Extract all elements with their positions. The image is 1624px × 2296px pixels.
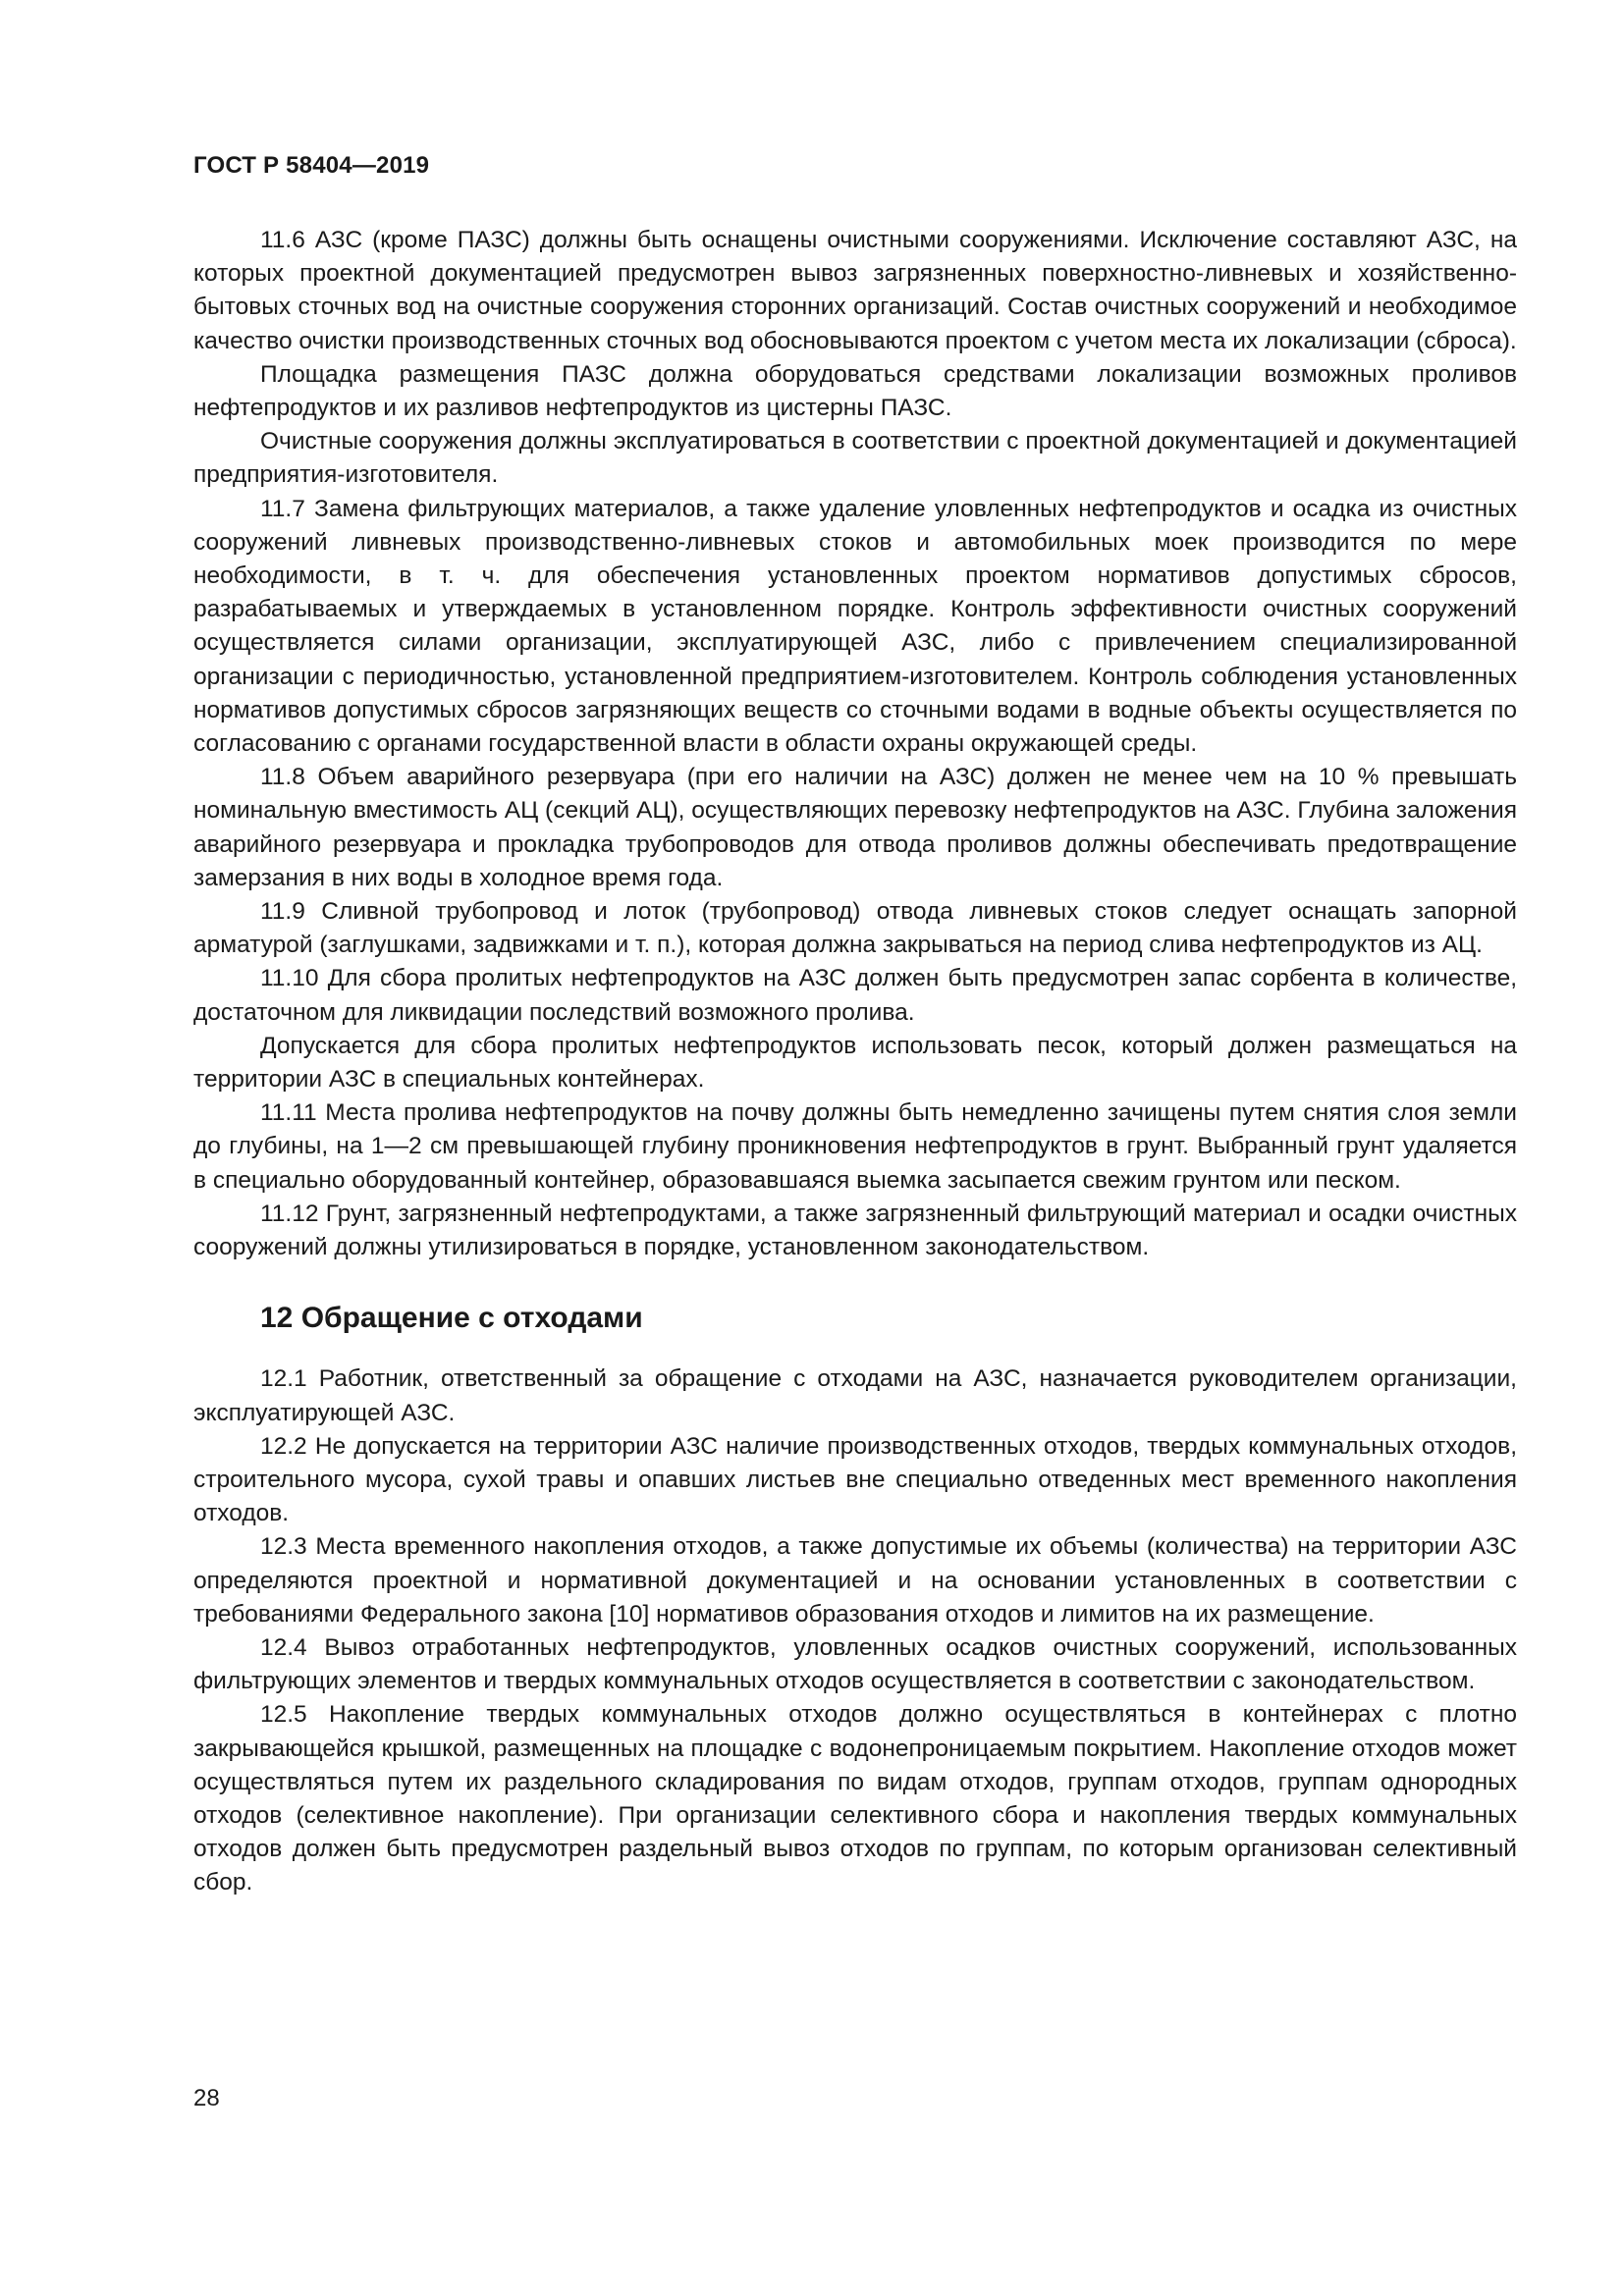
paragraph-treatment-operation: Очистные сооружения должны эксплуатироваться в соответствии с проектной документацией и документацией предприятия-изготовителя. <box>193 428 1517 489</box>
paragraph-12-5: 12.5 Накопление твердых коммунальных отходов должно осуществляться в контейнерах с плотно закрывающейся крышкой, размещенных на площадке с водонепроницаемым покрытием. Накопление отходов может осуществляться путем их раздельного складирования по видам отходов, группам отходов, группам однородных отходов (селективное накопление). При организации селективного сбора и накопления твердых коммунальных отходов должен быть предусмотрен раздельный вывоз отходов по группам, по которым организован селективный сбор. <box>193 1701 1517 1896</box>
paragraph-11-11: 11.11 Места пролива нефтепродуктов на почву должны быть немедленно зачищены путем снятия слоя земли до глубины, на 1—2 см превышающей глубину проникновения нефтепродуктов в грунт. Выбранный грунт удаляется в специально оборудованный контейнер, образовавшаяся выемка засыпается свежим грунтом или песком. <box>193 1099 1517 1194</box>
paragraph-11-10: 11.10 Для сбора пролитых нефтепродуктов на АЗС должен быть предусмотрен запас сорбента в количестве, достаточном для ликвидации последствий возможного пролива. <box>193 965 1517 1026</box>
paragraph-11-7: 11.7 Замена фильтрующих материалов, а также удаление уловленных нефтепродуктов и осадка из очистных сооружений ливневых производственно-ливневых стоков и автомобильных моек производится по мере необходимости, в т. ч. для обеспечения установленных проектом нормативов допустимых сбросов, разрабатываемых и утверждаемых в установленном порядке. Контроль эффективности очистных сооружений осуществляется силами организации, эксплуатирующей АЗС, либо с привлечением специализированной организации с периодичностью, установленной предприятием-изготовителем. Контроль соблюдения установленных нормативов допустимых сбросов загрязняющих веществ со сточными водами в водные объекты осуществляется по согласованию с органами государственной власти в области охраны окружающей среды. <box>193 495 1517 758</box>
paragraph-12-2: 12.2 Не допускается на территории АЗС наличие производственных отходов, твердых коммунальных отходов, строительного мусора, сухой травы и опавших листьев вне специально отведенных мест временного накопления отходов. <box>193 1432 1517 1527</box>
paragraph-pazs-site: Площадка размещения ПАЗС должна оборудоваться средствами локализации возможных проливов нефтепродуктов и их разливов нефтепродуктов из цистерны ПАЗС. <box>193 360 1517 422</box>
paragraph-11-12: 11.12 Грунт, загрязненный нефтепродуктами, а также загрязненный фильтрующий материал и осадки очистных сооружений должны утилизироваться в порядке, установленном законодательством. <box>193 1200 1517 1261</box>
paragraph-11-6: 11.6 АЗС (кроме ПАЗС) должны быть оснащены очистными сооружениями. Исключение составляют АЗС, на которых проектной документацией предусмотрен вывоз загрязненных поверхностно-ливневых и хозяйственно-бытовых сточных вод на очистные сооружения сторонних организаций. Состав очистных сооружений и необходимое качество очистки производственных сточных вод обосновываются проектом с учетом места их локализации (сброса). <box>193 227 1517 354</box>
document-header: ГОСТ Р 58404—2019 <box>193 152 430 179</box>
paragraph-12-3: 12.3 Места временного накопления отходов, а также допустимые их объемы (количества) на территории АЗС определяются проектной и нормативной документацией и на основании установленных в соответствии с требованиями Федерального закона [10] нормативов образования отходов и лимитов на их размещение. <box>193 1533 1517 1628</box>
paragraph-11-8: 11.8 Объем аварийного резервуара (при его наличии на АЗС) должен не менее чем на 10 % превышать номинальную вместимость АЦ (секций АЦ), осуществляющих перевозку нефтепродуктов на АЗС. Глубина заложения аварийного резервуара и прокладка трубопроводов для отвода проливов должны обеспечивать предотвращение замерзания в них воды в холодное время года. <box>193 764 1517 891</box>
document-body <box>193 224 1517 1900</box>
paragraph-sand-allowed: Допускается для сбора пролитых нефтепродуктов использовать песок, который должен размещаться на территории АЗС в специальных контейнерах. <box>193 1032 1517 1094</box>
section-heading-waste: 12 Обращение с отходами <box>260 1302 643 1335</box>
paragraph-12-4: 12.4 Вывоз отработанных нефтепродуктов, уловленных осадков очистных сооружений, использованных фильтрующих элементов и твердых коммунальных отходов осуществляется в соответствии с законодательством. <box>193 1633 1517 1695</box>
page-number: 28 <box>193 2085 220 2111</box>
paragraph-12-1: 12.1 Работник, ответственный за обращение с отходами на АЗС, назначается руководителем организации, эксплуатирующей АЗС. <box>193 1365 1517 1426</box>
paragraph-11-9: 11.9 Сливной трубопровод и лоток (трубопровод) отвода ливневых стоков следует оснащать запорной арматурой (заглушками, задвижками и т. п.), которая должна закрываться на период слива нефтепродуктов из АЦ. <box>193 898 1517 959</box>
